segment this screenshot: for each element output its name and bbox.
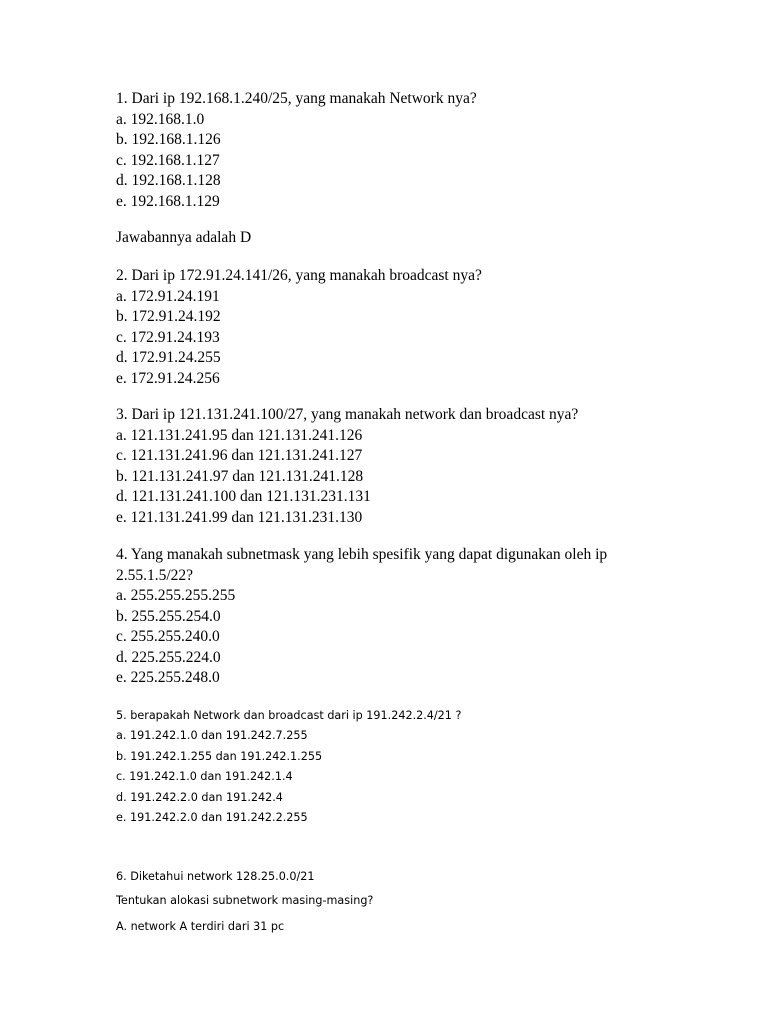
question-2 <box>116 266 736 389</box>
instruction-text: Tentukan alokasi subnetwork masing-masing? <box>116 894 374 907</box>
option: e. 121.131.241.99 dan 121.131.231.130 <box>116 508 363 526</box>
question-6-item <box>116 917 736 937</box>
option: e. 192.168.1.129 <box>116 192 220 210</box>
option: c. 192.168.1.127 <box>116 151 220 169</box>
question-4 <box>116 545 736 689</box>
question-text: 1. Dari ip 192.168.1.240/25, yang manakah Network nya? <box>116 90 477 107</box>
option: c. 255.255.240.0 <box>116 628 220 645</box>
answer-text: Jawabannya adalah D <box>116 229 252 246</box>
question-5 <box>116 706 736 828</box>
option: c. 121.131.241.96 dan 121.131.241.127 <box>116 447 363 464</box>
option: a. 191.242.1.0 dan 191.242.7.255 <box>116 729 308 743</box>
question-text: 5. berapakah Network dan broadcast dari ip 191.242.2.4/21 ? <box>116 709 462 722</box>
question-6 <box>116 867 736 887</box>
question-1 <box>116 89 736 212</box>
option: b. 255.255.254.0 <box>116 607 221 625</box>
option: d. 172.91.24.255 <box>116 349 221 366</box>
option: a. 192.168.1.0 <box>116 110 205 128</box>
option: b. 192.168.1.126 <box>116 131 221 148</box>
option: a. 172.91.24.191 <box>116 287 220 305</box>
answer-1 <box>116 228 736 249</box>
option: e. 191.242.2.0 dan 191.242.2.255 <box>116 811 308 825</box>
option: d. 225.255.224.0 <box>116 648 221 666</box>
option: b. 121.131.241.97 dan 121.131.241.128 <box>116 467 364 485</box>
option: a. 255.255.255.255 <box>116 587 236 604</box>
option: b. 191.242.1.255 dan 191.242.1.255 <box>116 749 323 763</box>
question-text-continued: 2.55.1.5/22? <box>116 566 194 584</box>
option: c. 191.242.1.0 dan 191.242.1.4 <box>116 770 293 784</box>
question-text: 6. Diketahui network 128.25.0.0/21 <box>116 870 315 883</box>
question-text: 2. Dari ip 172.91.24.141/26, yang manakah broadcast nya? <box>116 267 482 284</box>
option: d. 191.242.2.0 dan 191.242.4 <box>116 790 283 804</box>
option: e. 225.255.248.0 <box>116 669 220 686</box>
question-6-instruction <box>116 891 736 911</box>
option: e. 172.91.24.256 <box>116 369 220 387</box>
item-text: A. network A terdiri dari 31 pc <box>116 920 285 933</box>
question-text: 3. Dari ip 121.131.241.100/27, yang manakah network dan broadcast nya? <box>116 406 579 423</box>
question-3 <box>116 405 736 528</box>
option: b. 172.91.24.192 <box>116 308 221 325</box>
option: a. 121.131.241.95 dan 121.131.241.126 <box>116 426 363 444</box>
option: c. 172.91.24.193 <box>116 328 220 346</box>
question-text: 4. Yang manakah subnetmask yang lebih spesifik yang dapat digunakan oleh ip <box>116 546 608 563</box>
option: d. 192.168.1.128 <box>116 172 221 189</box>
option: d. 121.131.241.100 dan 121.131.231.131 <box>116 488 371 505</box>
